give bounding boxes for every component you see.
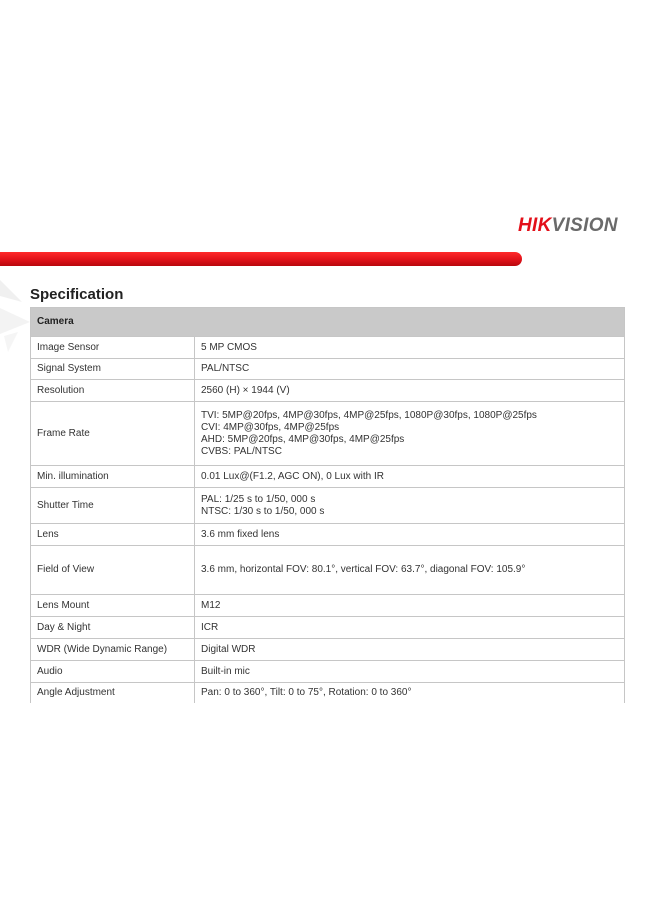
value-line: PAL: 1/25 s to 1/50, 000 s — [201, 493, 316, 505]
row-label: Lens — [31, 524, 195, 546]
row-value — [195, 661, 625, 683]
row-value — [195, 359, 625, 380]
row-label: Shutter Time — [31, 488, 195, 524]
value-line: M12 — [201, 599, 221, 611]
table-row — [31, 337, 625, 359]
table-row — [31, 524, 625, 546]
value-line: 3.6 mm fixed lens — [201, 528, 280, 540]
table-row — [31, 683, 625, 703]
red-header-bar — [0, 252, 522, 266]
row-label: Frame Rate — [31, 402, 195, 466]
value-line: AHD: 5MP@20fps, 4MP@30fps, 4MP@25fps — [201, 433, 405, 445]
table-row — [31, 546, 625, 595]
row-label: Audio — [31, 661, 195, 683]
table-header-camera: Camera — [31, 308, 625, 337]
table-row — [31, 488, 625, 524]
row-value — [195, 337, 625, 359]
section-title: Specification — [30, 286, 124, 303]
row-label: Field of View — [31, 546, 195, 595]
specification-table — [30, 307, 625, 703]
row-label: Resolution — [31, 380, 195, 402]
table-row — [31, 639, 625, 661]
value-line: Digital WDR — [201, 643, 256, 655]
value-line: TVI: 5MP@20fps, 4MP@30fps, 4MP@25fps, 1080P@30fps, 1080P@25fps — [201, 409, 537, 421]
value-line: 3.6 mm, horizontal FOV: 80.1°, vertical FOV: 63.7°, diagonal FOV: 105.9° — [201, 564, 526, 575]
row-value — [195, 402, 625, 466]
value-line: 5 MP CMOS — [201, 341, 257, 353]
hikvision-logo — [518, 213, 618, 239]
row-value — [195, 617, 625, 639]
table-row — [31, 402, 625, 466]
value-line: ICR — [201, 621, 219, 633]
row-value — [195, 466, 625, 488]
row-value — [195, 595, 625, 617]
table-row — [31, 595, 625, 617]
value-line: CVBS: PAL/NTSC — [201, 445, 282, 457]
row-label: Min. illumination — [31, 466, 195, 488]
table-row — [31, 617, 625, 639]
table-row — [31, 380, 625, 402]
row-value — [195, 683, 625, 703]
logo-red-part: HIK — [518, 215, 552, 236]
row-value — [195, 488, 625, 524]
row-value — [195, 380, 625, 402]
row-value — [195, 524, 625, 546]
row-label: Image Sensor — [31, 337, 195, 359]
value-line: PAL/NTSC — [201, 363, 250, 374]
value-line: 2560 (H) × 1944 (V) — [201, 384, 290, 396]
value-line: NTSC: 1/30 s to 1/50, 000 s — [201, 505, 325, 517]
value-line: CVI: 4MP@30fps, 4MP@25fps — [201, 421, 340, 433]
row-label: WDR (Wide Dynamic Range) — [31, 639, 195, 661]
row-label: Angle Adjustment — [31, 683, 195, 703]
row-value — [195, 639, 625, 661]
table-row — [31, 359, 625, 380]
row-label: Lens Mount — [31, 595, 195, 617]
row-value — [195, 546, 625, 595]
value-line: Built-in mic — [201, 665, 250, 677]
value-line: 0.01 Lux@(F1.2, AGC ON), 0 Lux with IR — [201, 470, 384, 482]
value-line: Pan: 0 to 360°, Tilt: 0 to 75°, Rotation: 0 to 360° — [201, 686, 412, 698]
row-label: Day & Night — [31, 617, 195, 639]
table-row — [31, 661, 625, 683]
table-row — [31, 466, 625, 488]
row-label: Signal System — [31, 359, 195, 380]
table-header-row — [31, 308, 625, 337]
logo-grey-part: VISION — [551, 215, 618, 236]
